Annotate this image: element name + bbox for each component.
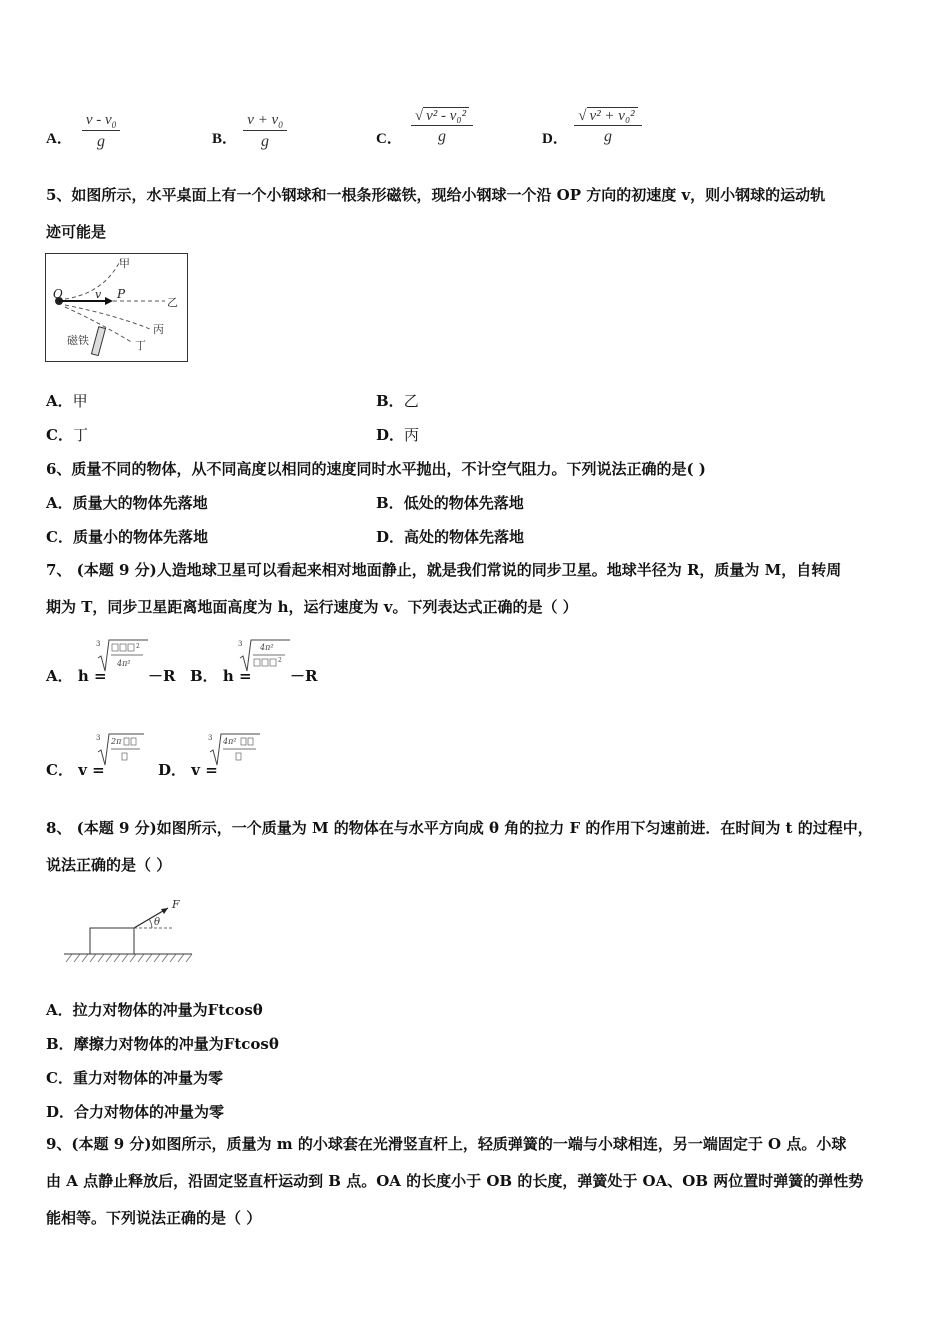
q4-b-denominator: g (261, 133, 269, 150)
q8-fig-label-f: F (172, 898, 180, 911)
q8-option-c[interactable] (46, 1067, 223, 1088)
q6-b-label: B． (376, 494, 404, 512)
q5-option-a[interactable] (46, 390, 88, 411)
q4-a-numerator: v - v (85, 112, 112, 128)
q7-d-label: D． (158, 761, 187, 779)
q5-c-text: 丁 (72, 426, 88, 444)
q5-fig-label-p: P (117, 287, 126, 301)
q7-a-lhs: h = (77, 667, 107, 685)
q5-d-label: D． (376, 426, 405, 444)
q4-option-b[interactable] (212, 127, 237, 148)
q5-a-label: A． (46, 392, 73, 410)
q5-stem-line2: 迹可能是 (46, 223, 107, 241)
q5-figure (45, 253, 189, 363)
q5-a-text: 甲 (72, 392, 88, 410)
q6-option-a[interactable] (46, 492, 208, 513)
q5-b-label: B． (376, 392, 404, 410)
q5-fig-label-bing: 丙 (153, 323, 164, 336)
q7-c-label: C． (46, 761, 73, 779)
svg-text:3: 3 (96, 734, 101, 742)
q5-stem (46, 177, 916, 251)
q7-b-label: B． (190, 667, 218, 685)
q7-c-radical (96, 732, 144, 768)
q4-b-sub: 0 (278, 120, 283, 130)
q5-fig-label-magnet: 磁铁 (67, 334, 89, 347)
q4-option-b-label: B． (212, 131, 238, 147)
q7-a-radical (96, 638, 148, 674)
q8-a-label: A． (46, 1001, 73, 1019)
q4-b-numerator: v + v (247, 112, 279, 128)
q7-stem (46, 552, 916, 626)
q8-stem-line2: 说法正确的是（ ） (46, 856, 172, 874)
q5-stem-line1: 5、如图所示，水平桌面上有一个小钢球和一根条形磁铁，现给小钢球一个沿 OP 方向的初速度 v，则小钢球的运动轨 (46, 186, 826, 204)
q4-d-denominator: g (604, 128, 612, 145)
q8-d-label: D． (46, 1103, 75, 1121)
q7-b-lhs: h = (222, 667, 252, 685)
q6-a-label: A． (46, 494, 73, 512)
q8-figure (60, 896, 196, 968)
q9-stem-line2: 由 A 点静止释放后，沿固定竖直杆运动到 B 点。OA 的长度小于 OB 的长度，弹簧处于 OA、OB 两位置时弹簧的弹性势 (46, 1172, 864, 1190)
q8-fig-label-theta: θ (154, 917, 161, 928)
svg-text:2: 2 (278, 657, 282, 664)
q4-option-a[interactable] (46, 127, 72, 148)
q4-option-d-label: D． (542, 131, 568, 147)
q8-a-text: 拉力对物体的冲量为Ftcosθ (72, 1001, 263, 1019)
q8-d-text: 合力对物体的冲量为零 (74, 1103, 225, 1121)
q5-c-label: C． (46, 426, 73, 444)
q8-option-a[interactable] (46, 999, 263, 1020)
q6-a-text: 质量大的物体先落地 (72, 494, 208, 512)
q6-option-c[interactable] (46, 526, 208, 547)
q5-option-d[interactable] (376, 424, 419, 445)
q4-option-c-fraction: $\frac{\text{√ v² - v₀²}}{g}$ (405, 102, 479, 146)
q4-a-denominator: g (97, 133, 105, 150)
q5-fig-label-v: v (95, 288, 102, 301)
q6-c-text: 质量小的物体先落地 (72, 528, 208, 546)
svg-text:2: 2 (136, 643, 140, 650)
q4-c-numerator: v² - v₀² (423, 107, 469, 124)
q8-option-d[interactable] (46, 1101, 224, 1122)
q7-stem-line2: 期为 T，同步卫星距离地面高度为 h，运行速度为 v。下列表达式正确的是（ ） (46, 598, 578, 616)
q6-d-label: D． (376, 528, 405, 546)
q4-option-d[interactable] (542, 127, 568, 148)
q6-stem: 6、质量不同的物体，从不同高度以相同的速度同时水平抛出，不计空气阻力。下列说法正确的是( ) (46, 460, 706, 478)
q6-c-label: C． (46, 528, 73, 546)
svg-text:4π²: 4π² (117, 659, 131, 668)
q9-stem-line3: 能相等。下列说法正确的是（ ） (46, 1209, 262, 1227)
q5-fig-label-yi: 乙 (167, 296, 178, 309)
svg-text:4π²: 4π² (223, 737, 237, 746)
q8-c-label: C． (46, 1069, 73, 1087)
q4-option-c-label: C． (376, 131, 402, 147)
q4-c-denominator: g (438, 128, 446, 145)
q6-option-b[interactable] (376, 492, 524, 513)
q5-fig-label-ding: 丁 (135, 339, 146, 352)
q7-c-lhs: v = (78, 761, 105, 779)
q7-a-label: A． (46, 667, 73, 685)
q4-option-d-fraction: $\frac{\text{√ v² + v₀²}}{g}$ (570, 102, 646, 146)
q8-b-text: 摩擦力对物体的冲量为Ftcosθ (73, 1035, 279, 1053)
block-icon (90, 928, 134, 954)
q6-b-text: 低处的物体先落地 (403, 494, 524, 512)
q8-stem (46, 810, 916, 884)
q7-b-radical (238, 638, 290, 674)
q7-a-rhs: －R (148, 667, 176, 685)
q6-d-text: 高处的物体先落地 (404, 528, 525, 546)
svg-text:3: 3 (208, 734, 213, 742)
q6-option-d[interactable] (376, 526, 524, 547)
q8-stem-line1: 8、 (本题 9 分)如图所示，一个质量为 M 的物体在与水平方向成 θ 角的拉力 F 的作用下匀速前进．在时间为 t 的过程中， (46, 819, 873, 837)
q8-option-b[interactable] (46, 1033, 279, 1054)
q8-c-text: 重力对物体的冲量为零 (72, 1069, 223, 1087)
q7-b-rhs: －R (290, 667, 318, 685)
q4-option-b-fraction (238, 112, 292, 151)
q7-d-lhs: v = (191, 761, 218, 779)
q4-a-sub: 0 (111, 120, 117, 130)
q7-d-radical (208, 732, 260, 768)
svg-text:3: 3 (238, 640, 243, 648)
q8-b-label: B． (46, 1035, 74, 1053)
q4-option-c[interactable] (376, 127, 402, 148)
q5-option-c[interactable] (46, 424, 88, 445)
svg-text:3: 3 (96, 640, 101, 648)
q9-stem-line1: 9、(本题 9 分)如图所示，质量为 m 的小球套在光滑竖直杆上，轻质弹簧的一端与小球相连，另一端固定于 O 点。小球 (46, 1135, 847, 1153)
q5-fig-label-jia: 甲 (119, 257, 130, 270)
q7-stem-line1: 7、 (本题 9 分)人造地球卫星可以看起来相对地面静止，就是我们常说的同步卫星。地球半径为 R，质量为 M，自转周 (46, 561, 842, 579)
q4-option-a-fraction (76, 112, 126, 151)
q5-b-text: 乙 (403, 392, 419, 410)
svg-text:4π²: 4π² (260, 643, 274, 652)
q5-fig-label-o: O (53, 287, 63, 301)
q4-d-numerator: v² + v₀² (587, 107, 638, 124)
q9-stem (46, 1126, 916, 1237)
q4-option-a-label: A． (46, 131, 72, 147)
q5-option-b[interactable] (376, 390, 419, 411)
q5-d-text: 丙 (404, 426, 420, 444)
svg-text:2π: 2π (111, 737, 122, 746)
